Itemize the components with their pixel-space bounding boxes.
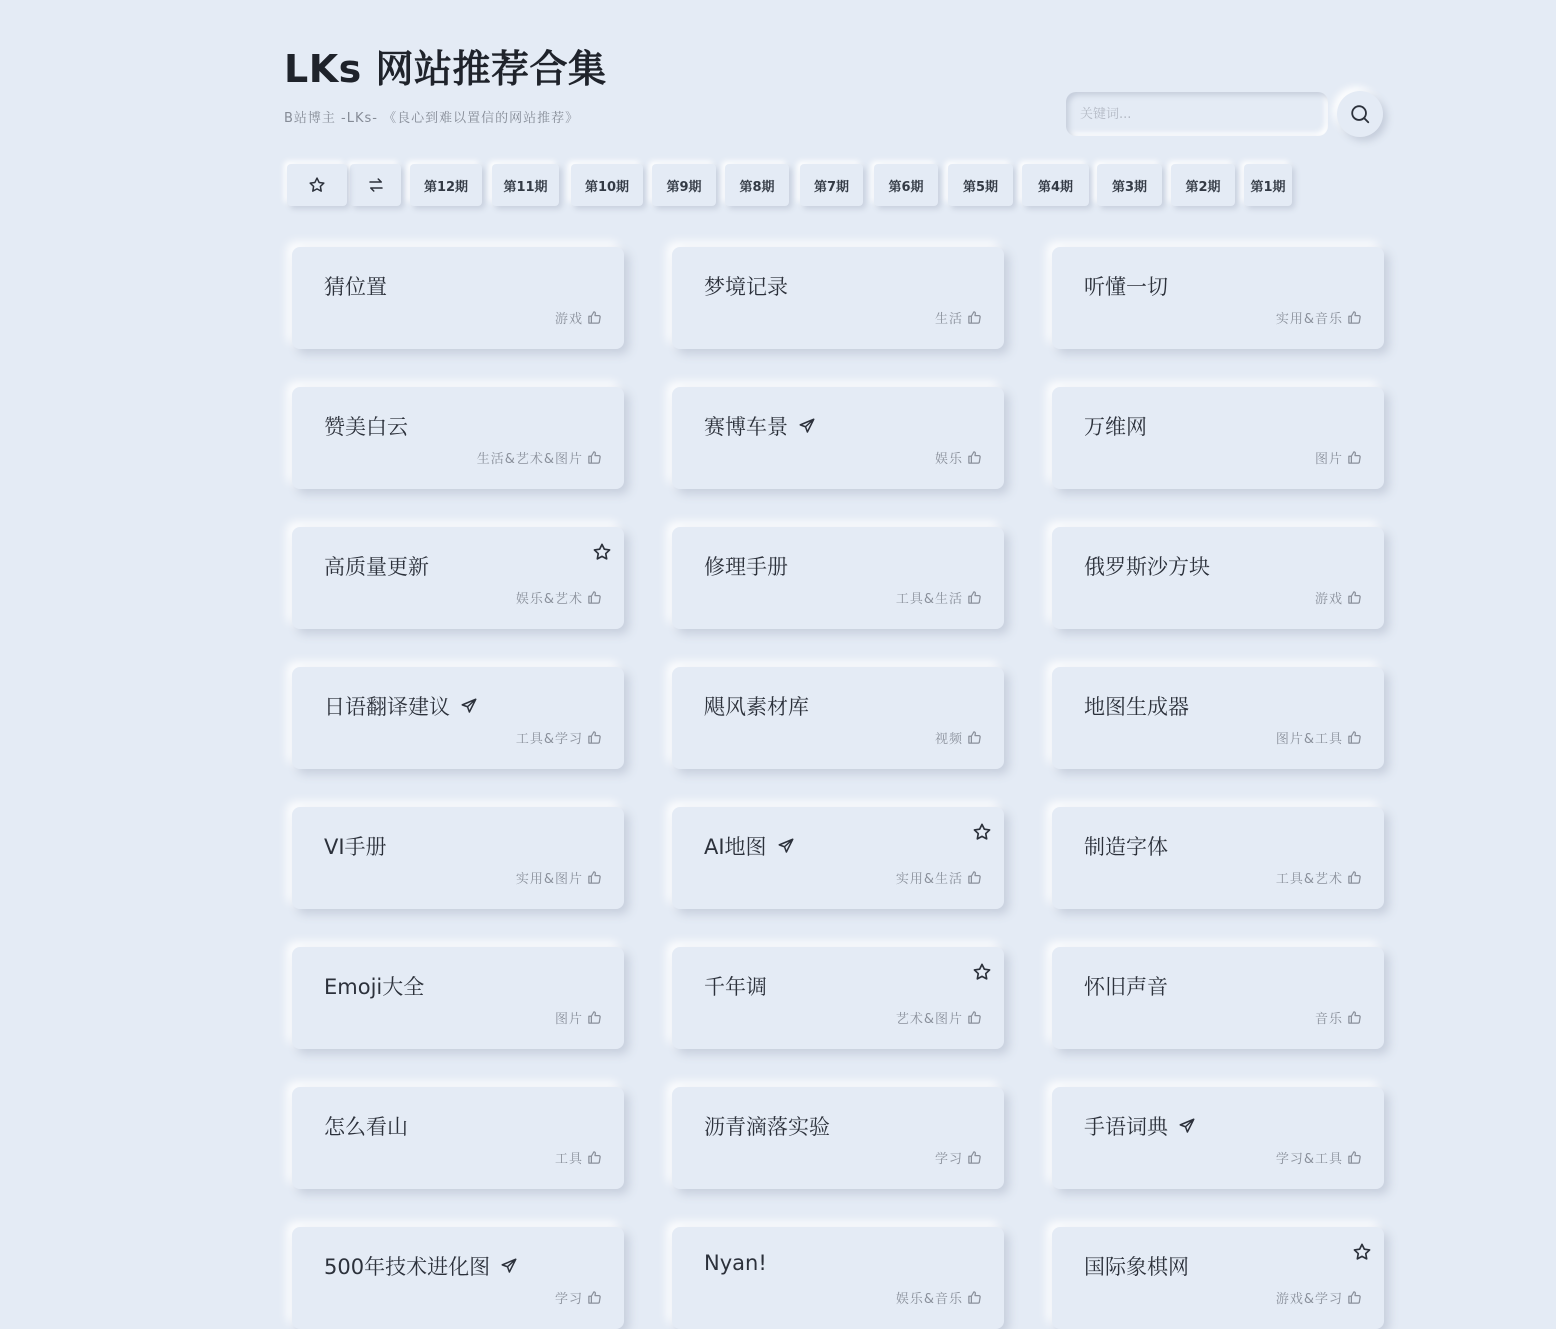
card-tags: [1276, 308, 1362, 327]
filter-tab[interactable]: [652, 164, 716, 206]
card-tags: [935, 448, 982, 467]
thumbs-up-icon[interactable]: [1347, 1010, 1362, 1025]
star-icon: [308, 176, 326, 194]
thumbs-up-icon[interactable]: [967, 1010, 982, 1025]
card-tag-text: 视频: [934, 732, 963, 747]
thumbs-up-icon[interactable]: [967, 870, 982, 885]
site-card[interactable]: [1052, 1227, 1384, 1329]
thumbs-up-icon[interactable]: [967, 1290, 982, 1305]
star-icon: [972, 822, 992, 842]
shuffle-icon: [367, 176, 385, 194]
site-card[interactable]: [1052, 667, 1384, 769]
card-tag-text: 生活: [934, 312, 963, 327]
card-title: 怎么看山: [324, 1115, 408, 1139]
site-card[interactable]: [672, 247, 1004, 349]
card-tags: [896, 868, 982, 887]
filter-tab-label: 第5期: [962, 179, 999, 195]
card-title-row: [704, 1111, 830, 1141]
card-tags: [1315, 1008, 1362, 1027]
card-tag-text: 生活&艺术&图片: [476, 452, 583, 467]
card-title: 地图生成器: [1084, 695, 1189, 719]
card-title-row: [324, 411, 408, 441]
filter-tab[interactable]: [1097, 164, 1162, 206]
card-tags: [477, 448, 602, 467]
thumbs-up-icon[interactable]: [587, 870, 602, 885]
filter-tab[interactable]: [492, 164, 559, 206]
card-tags: [1276, 728, 1362, 747]
send-icon: [460, 697, 478, 715]
card-tags: [935, 1148, 982, 1167]
card-tag-text: 实用&图片: [515, 872, 583, 887]
star-icon: [972, 962, 992, 982]
card-tags: [555, 1148, 602, 1167]
card-favorite-button[interactable]: [1352, 1241, 1372, 1261]
card-title: Emoji大全: [324, 975, 425, 999]
filter-tab-label: 第10期: [584, 179, 630, 195]
card-tag-text: 工具&生活: [895, 592, 963, 607]
card-tag-text: 工具&学习: [515, 732, 583, 747]
card-title: 500年技术进化图: [324, 1255, 491, 1279]
card-tag-text: 娱乐&艺术: [515, 592, 583, 607]
thumbs-up-icon[interactable]: [587, 730, 602, 745]
card-tag-text: 游戏: [554, 312, 583, 327]
card-tag-text: 音乐: [1314, 1012, 1343, 1027]
thumbs-up-icon[interactable]: [1347, 730, 1362, 745]
card-title-row: [704, 831, 795, 861]
send-icon: [1178, 1117, 1196, 1135]
card-favorite-button[interactable]: [972, 961, 992, 981]
filter-tab[interactable]: [725, 164, 789, 206]
card-tag-text: 游戏: [1314, 592, 1343, 607]
card-tags: [935, 308, 982, 327]
send-icon: [500, 1257, 518, 1275]
star-icon: [1352, 1242, 1372, 1262]
card-title-row: [1084, 971, 1168, 1001]
card-favorite-button[interactable]: [592, 541, 612, 561]
card-title: 梦境记录: [704, 275, 788, 299]
card-tags: [1315, 588, 1362, 607]
page-subtitle: B站博主 -LKs- 《良心到难以置信的网站推荐》: [284, 111, 580, 126]
thumbs-up-icon[interactable]: [1347, 1150, 1362, 1165]
card-title: 赞美白云: [324, 415, 408, 439]
card-tag-text: 工具&艺术: [1275, 872, 1343, 887]
card-title-row: [1084, 551, 1210, 581]
site-card[interactable]: [672, 1227, 1004, 1329]
card-tag-text: 学习&工具: [1275, 1152, 1343, 1167]
thumbs-up-icon[interactable]: [967, 1150, 982, 1165]
card-title-row: [324, 691, 478, 721]
card-title-row: [1084, 1111, 1196, 1141]
card-tag-text: 学习: [554, 1292, 583, 1307]
card-title-row: [704, 971, 767, 1001]
filter-tab[interactable]: [800, 164, 863, 206]
filter-tab-label: 第6期: [888, 179, 924, 195]
site-card[interactable]: [292, 247, 624, 349]
card-title-row: [1084, 691, 1189, 721]
search-button[interactable]: [1337, 91, 1383, 137]
card-tags: [896, 1008, 982, 1027]
card-title-row: [1084, 831, 1168, 861]
site-card[interactable]: [292, 527, 624, 629]
search-icon: [1349, 103, 1371, 125]
site-card[interactable]: [1052, 247, 1384, 349]
thumbs-up-icon[interactable]: [967, 450, 982, 465]
card-title: 猜位置: [324, 275, 387, 299]
card-title: 怀旧声音: [1084, 975, 1168, 999]
site-card[interactable]: [292, 1227, 624, 1329]
card-tags: [935, 728, 982, 747]
filter-tab[interactable]: [1022, 164, 1089, 206]
thumbs-up-icon[interactable]: [1347, 590, 1362, 605]
thumbs-up-icon[interactable]: [1347, 310, 1362, 325]
card-title: 制造字体: [1084, 835, 1168, 859]
thumbs-up-icon[interactable]: [1347, 1290, 1362, 1305]
card-tag-text: 游戏&学习: [1275, 1292, 1343, 1307]
card-title-row: [324, 1251, 518, 1281]
thumbs-up-icon[interactable]: [587, 450, 602, 465]
site-card[interactable]: [292, 667, 624, 769]
thumbs-up-icon[interactable]: [967, 310, 982, 325]
filter-tab-label: 第8期: [739, 179, 775, 195]
card-tags: [1276, 868, 1362, 887]
filter-tab[interactable]: [948, 164, 1013, 206]
thumbs-up-icon[interactable]: [587, 1010, 602, 1025]
filter-tab-label: 第2期: [1185, 179, 1221, 195]
card-tag-text: 图片: [554, 1012, 583, 1027]
search-input[interactable]: [1066, 92, 1328, 136]
filter-tab-label: 第12期: [423, 179, 469, 195]
filter-tab[interactable]: [410, 164, 482, 206]
card-title: 赛博车景: [704, 415, 788, 439]
card-title: 飓风素材库: [704, 695, 809, 719]
thumbs-up-icon[interactable]: [1347, 870, 1362, 885]
card-title-row: [324, 271, 387, 301]
thumbs-up-icon[interactable]: [967, 730, 982, 745]
card-title-row: [704, 271, 788, 301]
card-tag-text: 图片: [1314, 452, 1343, 467]
card-tags: [516, 588, 602, 607]
site-card[interactable]: [672, 947, 1004, 1049]
card-title-row: [324, 551, 429, 581]
site-card[interactable]: [1052, 1087, 1384, 1189]
thumbs-up-icon[interactable]: [587, 1150, 602, 1165]
card-title: 高质量更新: [324, 555, 429, 579]
card-tags: [516, 868, 602, 887]
card-title-row: [704, 691, 809, 721]
site-card[interactable]: [672, 1087, 1004, 1189]
site-card[interactable]: [672, 667, 1004, 769]
filter-tab-label: 第3期: [1111, 179, 1148, 195]
card-tag-text: 实用&生活: [895, 872, 963, 887]
card-tag-text: 实用&音乐: [1275, 312, 1343, 327]
site-card[interactable]: [672, 387, 1004, 489]
filter-tab-label: 第4期: [1037, 179, 1074, 195]
card-title: Nyan!: [704, 1251, 767, 1275]
card-title: 俄罗斯沙方块: [1084, 555, 1210, 579]
site-card[interactable]: [292, 807, 624, 909]
card-tag-text: 工具: [554, 1152, 583, 1167]
card-tag-text: 学习: [934, 1152, 963, 1167]
card-title: 听懂一切: [1084, 275, 1168, 299]
card-tag-text: 艺术&图片: [895, 1012, 963, 1027]
filter-tab[interactable]: [874, 164, 938, 206]
card-tag-text: 图片&工具: [1275, 732, 1343, 747]
filter-tab[interactable]: [1244, 164, 1292, 206]
card-tag-text: 娱乐&音乐: [895, 1292, 963, 1307]
card-title: 沥青滴落实验: [704, 1115, 830, 1139]
card-title: 手语词典: [1084, 1115, 1168, 1139]
card-tags: [1276, 1288, 1362, 1307]
card-title-row: [1084, 271, 1168, 301]
site-card[interactable]: [1052, 527, 1384, 629]
card-title-row: [704, 411, 816, 441]
card-title-row: [324, 1111, 408, 1141]
filter-tab-label: 第1期: [1250, 179, 1286, 195]
site-card[interactable]: [672, 527, 1004, 629]
card-title-row: [324, 831, 387, 861]
site-card[interactable]: [292, 387, 624, 489]
card-title: 国际象棋网: [1084, 1255, 1189, 1279]
send-icon: [777, 837, 795, 855]
card-title-row: [1084, 1251, 1189, 1281]
thumbs-up-icon[interactable]: [1347, 450, 1362, 465]
card-tags: [896, 1288, 982, 1307]
site-card[interactable]: [1052, 807, 1384, 909]
card-title-row: [704, 1251, 767, 1275]
card-tags: [555, 308, 602, 327]
card-title: 修理手册: [704, 555, 788, 579]
card-title-row: [704, 551, 788, 581]
card-tags: [1276, 1148, 1362, 1167]
card-tags: [555, 1008, 602, 1027]
filter-tab-label: 第7期: [813, 179, 850, 195]
card-title: 万维网: [1084, 415, 1147, 439]
card-tag-text: 娱乐: [934, 452, 963, 467]
card-title: 千年调: [704, 975, 767, 999]
filter-tab-label: 第9期: [666, 179, 702, 195]
card-favorite-button[interactable]: [972, 821, 992, 841]
site-card[interactable]: [292, 947, 624, 1049]
card-title: AI地图: [704, 835, 767, 859]
thumbs-up-icon[interactable]: [967, 590, 982, 605]
filter-favorites-button[interactable]: [287, 164, 347, 206]
card-tags: [516, 728, 602, 747]
site-card[interactable]: [292, 1087, 624, 1189]
site-card[interactable]: [672, 807, 1004, 909]
thumbs-up-icon[interactable]: [587, 590, 602, 605]
filter-shuffle-button[interactable]: [350, 164, 401, 206]
thumbs-up-icon[interactable]: [587, 310, 602, 325]
filter-tab[interactable]: [571, 164, 643, 206]
card-tags: [555, 1288, 602, 1307]
site-card[interactable]: [1052, 947, 1384, 1049]
send-icon: [798, 417, 816, 435]
filter-tab[interactable]: [1171, 164, 1235, 206]
card-title-row: [324, 971, 424, 1001]
card-tags: [896, 588, 982, 607]
site-card[interactable]: [1052, 387, 1384, 489]
thumbs-up-icon[interactable]: [587, 1290, 602, 1305]
star-icon: [592, 542, 612, 562]
card-title: 日语翻译建议: [324, 695, 450, 719]
page-title: LKs 网站推荐合集: [284, 47, 607, 91]
card-title-row: [1084, 411, 1147, 441]
card-title: VI手册: [324, 835, 387, 859]
card-tags: [1315, 448, 1362, 467]
filter-tab-label: 第11期: [503, 179, 548, 195]
